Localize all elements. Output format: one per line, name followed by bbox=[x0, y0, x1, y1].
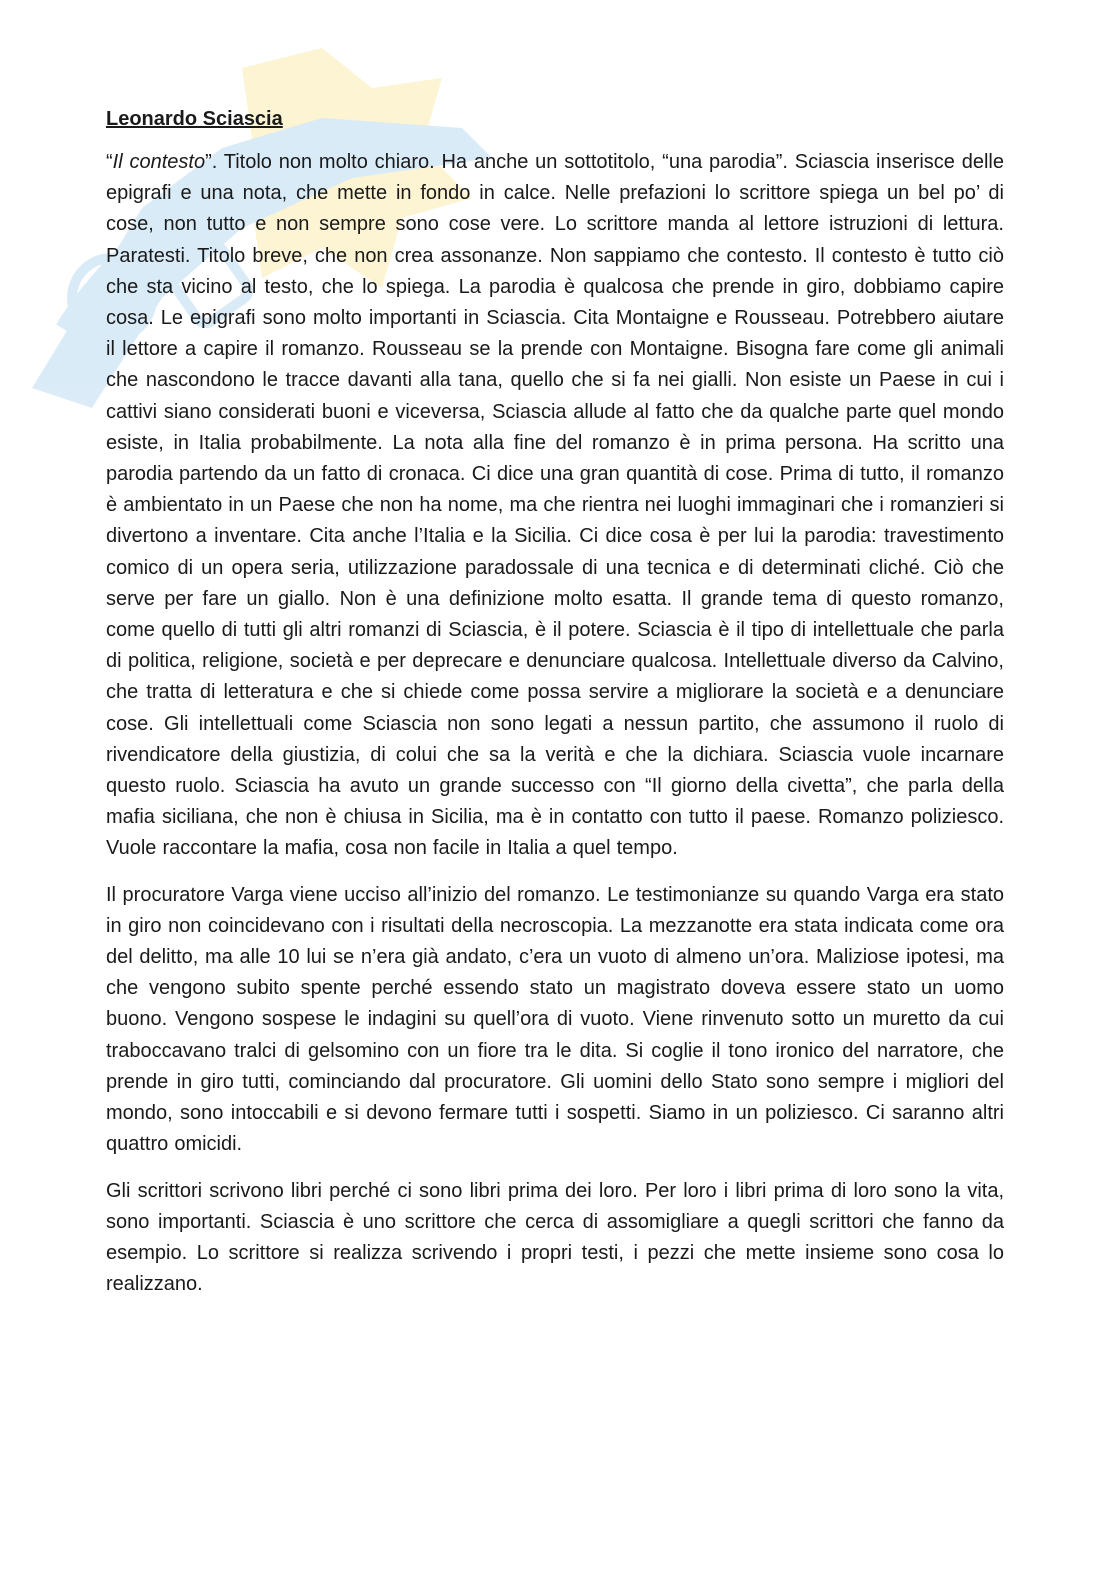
close-quote: ” bbox=[205, 151, 212, 173]
paragraph-3: Gli scrittori scrivono libri perché ci sono libri prima dei loro. Per loro i libri prima di loro sono la vita, sono importanti. Sciascia è uno scrittore che cerca di assomigliare a quegli scrittori che fanno da esempio. Lo scrittore si realizza scrivendo i propri testi, i pezzi che mette insieme sono cosa lo realizzano. bbox=[106, 1179, 1004, 1296]
open-quote: “ bbox=[106, 151, 113, 173]
document-title: Leonardo Sciascia bbox=[106, 108, 283, 130]
paragraph-2: Il procuratore Varga viene ucciso all’inizio del romanzo. Le testimonianze su quando Varga era stato in giro non coincidevano con i risultati della necroscopia. La mezzanotte era stata indicata come ora del delitto, ma alle 10 lui se n’era già andato, c’era un vuoto di almeno un’ora. Maliziose ipotesi, ma che vengono subito spente perché essendo stato un magistrato doveva essere stato un uomo buono. Vengono sospese le indagini su quell’ora di vuoto. Viene rinvenuto sotto un muretto da cui traboccavano tralci di gelsomino con un fiore tra le dita. Si coglie il tono ironico del narratore, che prende in giro tutti, cominciando dal procuratore. Gli uomini dello Stato sono sempre i migliori del mondo, sono intoccabili e si devono fermare tutti i sospetti. Siamo in un poliziesco. Ci saranno altri quattro omicidi. bbox=[106, 883, 1004, 1156]
book-title-italic: Il contesto bbox=[112, 151, 206, 173]
paragraph-1-text: . Titolo non molto chiaro. Ha anche un sottotitolo, “una parodia”. Sciascia inserisce delle epigrafi e una nota, che mette in fondo in calce. Nelle prefazioni lo scrittore spiega un bel po’ di cose, non tutto e non sempre sono cose vere. Lo scrittore manda al lettore istruzioni di lettura. Paratesti. Titolo breve, che non crea assonanze. Non sappiamo che contesto. Il contesto è tutto ciò che sta vicino al testo, che lo spiega. La parodia è qualcosa che prende in giro, dobbiamo capire cosa. Le epigrafi sono molto importanti in Sciascia. Cita Montaigne e Rousseau. Potrebbero aiutare il lettore a capire il romanzo. Rousseau se la prende con Montaigne. Bisogna fare come gli animali che nascondono le tracce davanti alla tana, quello che si fa nei gialli. Non esiste un Paese in cui i cattivi siano considerati buoni e viceversa, Sciascia allude al fatto che da qualche parte quel mondo esiste, in Italia probabilmente. La nota alla fine del romanzo è in prima persona. Ha scritto una parodia partendo da un fatto di cronaca. Ci dice una gran quantità di cose. Prima di tutto, il romanzo è ambientato in un Paese che non ha nome, ma che rientra nei luoghi immaginari che i romanzieri si divertono a inventare. Cita anche l’Italia e la Sicilia. Ci dice cosa è per lui la parodia: travestimento comico di un opera seria, utilizzazione paradossale di una tecnica e di determinati cliché. Ciò che serve per fare un giallo. Non è una definizione molto esatta. Il grande tema di questo romanzo, come quello di tutti gli altri romanzi di Sciascia, è il potere. Sciascia è il tipo di intellettuale che parla di politica, religione, società e per deprecare e denunciare qualcosa. Intellettuale diverso da Calvino, che tratta di letteratura e che si chiede come possa servire a migliorare la società e a denunciare cose. Gli intellettuali come Sciascia non sono legati a nessun partito, che assumono il ruolo di rivendicatore della giustizia, di colui che sa la verità e che la dichiara. Sciascia vuole incarnare questo ruolo. Sciascia ha avuto un grande successo con “Il giorno della civetta”, che parla della mafia siciliana, che non è chiusa in Sicilia, ma è in contatto con tutto il paese. Romanzo poliziesco. Vuole raccontare la mafia, cosa non facile in Italia a quel tempo. bbox=[106, 151, 1004, 860]
paragraph-1 bbox=[106, 147, 1004, 865]
document-page bbox=[106, 104, 1004, 1315]
